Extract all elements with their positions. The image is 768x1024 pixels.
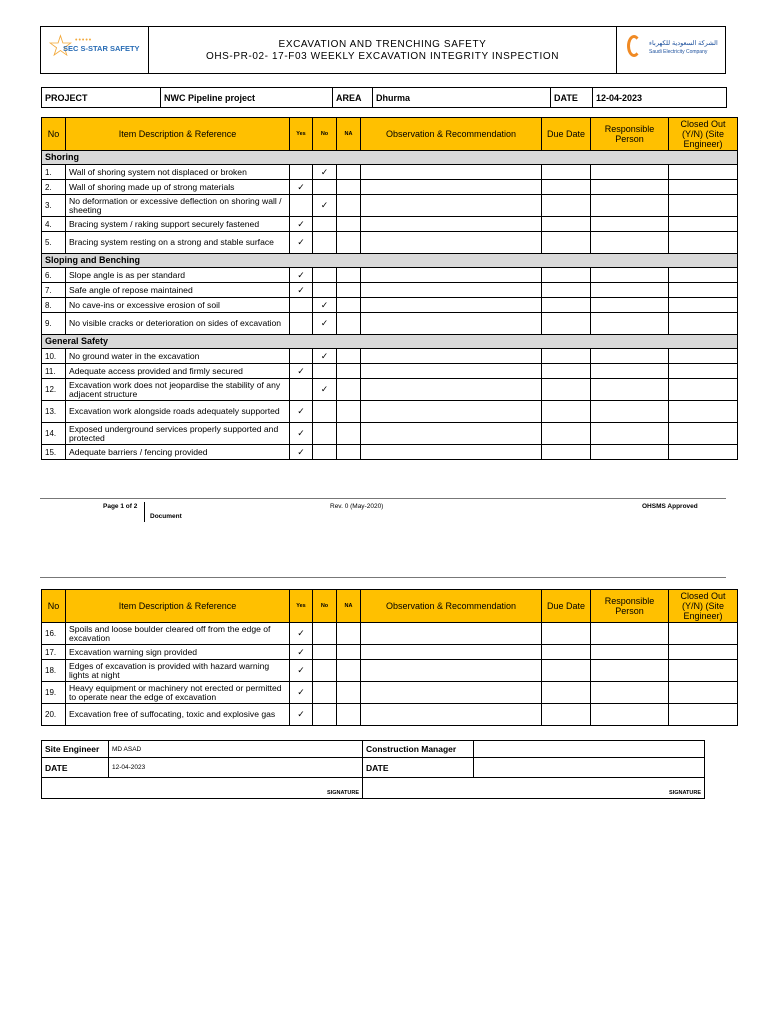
item-description: No visible cracks or deterioration on sides of excavation	[66, 313, 290, 335]
checklist-row	[42, 195, 738, 217]
document-title	[148, 39, 617, 63]
observation-cell	[361, 313, 542, 335]
responsible-cell	[591, 313, 669, 335]
observation-cell	[361, 423, 542, 445]
star-safety-logo	[47, 30, 140, 66]
responsible-cell	[591, 623, 669, 645]
na-cell	[337, 283, 361, 298]
observation-cell	[361, 445, 542, 460]
item-number: 9.	[42, 313, 66, 335]
na-cell	[337, 268, 361, 283]
due-date-cell	[542, 217, 591, 232]
signoff-date-value: 12-04-2023	[109, 758, 363, 778]
checklist-row	[42, 180, 738, 195]
sec-logo	[627, 33, 717, 67]
item-number: 6.	[42, 268, 66, 283]
checklist-row	[42, 232, 738, 254]
yes-cell	[290, 379, 313, 401]
no-cell: ✓	[313, 349, 337, 364]
item-description: Safe angle of repose maintained	[66, 283, 290, 298]
due-date-cell	[542, 364, 591, 379]
footer-rev: Rev. 0 (May-2020)	[330, 503, 384, 510]
closed-out-cell	[669, 298, 738, 313]
item-description: No deformation or excessive deflection on shoring wall / sheeting	[66, 195, 290, 217]
sec-mark-icon	[627, 35, 641, 57]
document-header	[40, 26, 726, 74]
responsible-cell	[591, 401, 669, 423]
item-description: Adequate access provided and firmly secured	[66, 364, 290, 379]
closed-out-cell	[669, 283, 738, 298]
closed-out-cell	[669, 401, 738, 423]
col-observation: Observation & Recommendation	[361, 590, 542, 623]
no-cell: ✓	[313, 195, 337, 217]
item-number: 12.	[42, 379, 66, 401]
section-row	[42, 151, 738, 165]
footer-approved: OHSMS Approved	[642, 503, 698, 510]
no-cell	[313, 623, 337, 645]
item-description: Wall of shoring made up of strong materials	[66, 180, 290, 195]
section-row	[42, 335, 738, 349]
item-description: Bracing system resting on a strong and stable surface	[66, 232, 290, 254]
item-number: 7.	[42, 283, 66, 298]
closed-out-cell	[669, 313, 738, 335]
no-cell: ✓	[313, 298, 337, 313]
table-header-row	[42, 590, 738, 623]
item-number: 17.	[42, 645, 66, 660]
observation-cell	[361, 180, 542, 195]
date-value: 12-04-2023	[593, 88, 727, 108]
responsible-cell	[591, 379, 669, 401]
no-cell	[313, 445, 337, 460]
closed-out-cell	[669, 704, 738, 726]
due-date-cell	[542, 704, 591, 726]
due-date-cell	[542, 423, 591, 445]
item-number: 13.	[42, 401, 66, 423]
closed-out-cell	[669, 217, 738, 232]
responsible-cell	[591, 423, 669, 445]
yes-cell: ✓	[290, 283, 313, 298]
col-closed-out: Closed Out (Y/N) (Site Engineer)	[669, 590, 738, 623]
checklist-row	[42, 379, 738, 401]
na-cell	[337, 313, 361, 335]
no-cell: ✓	[313, 313, 337, 335]
closed-out-cell	[669, 660, 738, 682]
observation-cell	[361, 645, 542, 660]
observation-cell	[361, 682, 542, 704]
closed-out-cell	[669, 682, 738, 704]
na-cell	[337, 349, 361, 364]
na-cell	[337, 445, 361, 460]
logo-right-arabic: الشركة السعودية للكهرباء	[649, 40, 718, 47]
checklist-row	[42, 682, 738, 704]
yes-cell: ✓	[290, 445, 313, 460]
checklist-row	[42, 364, 738, 379]
item-description: Spoils and loose boulder cleared off from the edge of excavation	[66, 623, 290, 645]
logo-right-english: Saudi Electricity Company	[649, 49, 708, 55]
closed-out-cell	[669, 349, 738, 364]
item-description: Heavy equipment or machinery not erected or permitted to operate near the edge of excavation	[66, 682, 290, 704]
closed-out-cell	[669, 645, 738, 660]
observation-cell	[361, 704, 542, 726]
table-header-row	[42, 118, 738, 151]
na-cell	[337, 217, 361, 232]
footer-page: Page 1 of 2	[103, 503, 138, 510]
item-description: Excavation work does not jeopardise the stability of any adjacent structure	[66, 379, 290, 401]
project-label: PROJECT	[42, 88, 161, 108]
item-description: Excavation free of suffocating, toxic and explosive gas	[66, 704, 290, 726]
col-na: NA	[337, 590, 361, 623]
no-cell	[313, 180, 337, 195]
yes-cell: ✓	[290, 232, 313, 254]
item-description: No cave-ins or excessive erosion of soil	[66, 298, 290, 313]
no-cell	[313, 364, 337, 379]
observation-cell	[361, 623, 542, 645]
due-date-cell	[542, 623, 591, 645]
checklist-row	[42, 423, 738, 445]
checklist-row	[42, 268, 738, 283]
no-cell: ✓	[313, 165, 337, 180]
logo-dots-icon: •••••	[75, 37, 93, 44]
observation-cell	[361, 165, 542, 180]
signoff-date-label: DATE	[42, 758, 109, 778]
responsible-cell	[591, 283, 669, 298]
item-number: 1.	[42, 165, 66, 180]
no-cell	[313, 217, 337, 232]
due-date-cell	[542, 660, 591, 682]
na-cell	[337, 364, 361, 379]
construction-manager-label: Construction Manager	[363, 741, 474, 758]
area-value: Dhurma	[373, 88, 551, 108]
no-cell	[313, 401, 337, 423]
yes-cell: ✓	[290, 704, 313, 726]
item-number: 8.	[42, 298, 66, 313]
na-cell	[337, 379, 361, 401]
checklist-row	[42, 704, 738, 726]
na-cell	[337, 682, 361, 704]
observation-cell	[361, 268, 542, 283]
footer-divider	[144, 502, 145, 522]
col-item: Item Description & Reference	[66, 590, 290, 623]
yes-cell	[290, 165, 313, 180]
checklist-row	[42, 283, 738, 298]
item-number: 19.	[42, 682, 66, 704]
due-date-cell	[542, 283, 591, 298]
checklist-row	[42, 445, 738, 460]
section-general: General Safety	[42, 335, 738, 349]
due-date-cell	[542, 232, 591, 254]
checklist-row	[42, 645, 738, 660]
observation-cell	[361, 660, 542, 682]
due-date-cell	[542, 180, 591, 195]
col-due-date: Due Date	[542, 118, 591, 151]
na-cell	[337, 298, 361, 313]
due-date-cell	[542, 445, 591, 460]
closed-out-cell	[669, 268, 738, 283]
col-responsible: Responsible Person	[591, 590, 669, 623]
item-number: 2.	[42, 180, 66, 195]
observation-cell	[361, 379, 542, 401]
footer-line	[40, 498, 726, 499]
item-number: 16.	[42, 623, 66, 645]
item-description: Wall of shoring system not displaced or broken	[66, 165, 290, 180]
logo-cell-left	[41, 27, 149, 73]
responsible-cell	[591, 195, 669, 217]
yes-cell: ✓	[290, 268, 313, 283]
area-label: AREA	[333, 88, 373, 108]
item-description: Edges of excavation is provided with hazard warning lights at night	[66, 660, 290, 682]
yes-cell: ✓	[290, 364, 313, 379]
col-no: No	[42, 118, 66, 151]
due-date-cell	[542, 268, 591, 283]
observation-cell	[361, 349, 542, 364]
due-date-cell	[542, 165, 591, 180]
section-sloping: Sloping and Benching	[42, 254, 738, 268]
due-date-cell	[542, 349, 591, 364]
na-cell	[337, 195, 361, 217]
responsible-cell	[591, 298, 669, 313]
yes-cell: ✓	[290, 660, 313, 682]
no-cell	[313, 268, 337, 283]
responsible-cell	[591, 232, 669, 254]
title-line-2: OHS-PR-02- 17-F03 WEEKLY EXCAVATION INTEGRITY INSPECTION	[205, 51, 560, 62]
signoff-date-value-2	[474, 758, 705, 778]
col-responsible: Responsible Person	[591, 118, 669, 151]
yes-cell: ✓	[290, 401, 313, 423]
observation-cell	[361, 298, 542, 313]
item-description: Excavation work alongside roads adequately supported	[66, 401, 290, 423]
observation-cell	[361, 283, 542, 298]
responsible-cell	[591, 660, 669, 682]
checklist-row	[42, 660, 738, 682]
col-observation: Observation & Recommendation	[361, 118, 542, 151]
due-date-cell	[542, 379, 591, 401]
responsible-cell	[591, 349, 669, 364]
date-label: DATE	[551, 88, 593, 108]
na-cell	[337, 660, 361, 682]
item-description: Slope angle is as per standard	[66, 268, 290, 283]
col-no: No	[42, 590, 66, 623]
col-item: Item Description & Reference	[66, 118, 290, 151]
star-icon: ☆	[47, 30, 74, 63]
yes-cell: ✓	[290, 180, 313, 195]
item-description: Adequate barriers / fencing provided	[66, 445, 290, 460]
na-cell	[337, 423, 361, 445]
closed-out-cell	[669, 623, 738, 645]
col-na: NA	[337, 118, 361, 151]
item-number: 15.	[42, 445, 66, 460]
due-date-cell	[542, 682, 591, 704]
na-cell	[337, 165, 361, 180]
item-number: 18.	[42, 660, 66, 682]
na-cell	[337, 623, 361, 645]
closed-out-cell	[669, 195, 738, 217]
item-number: 11.	[42, 364, 66, 379]
col-no-answer: No	[313, 590, 337, 623]
yes-cell	[290, 195, 313, 217]
col-due-date: Due Date	[542, 590, 591, 623]
no-cell	[313, 423, 337, 445]
item-number: 10.	[42, 349, 66, 364]
yes-cell	[290, 349, 313, 364]
yes-cell	[290, 298, 313, 313]
project-value: NWC Pipeline project	[161, 88, 333, 108]
checklist-table-page-2	[41, 589, 738, 726]
footer-document: Document	[150, 513, 182, 520]
signoff-table	[41, 740, 705, 799]
item-description: Exposed underground services properly supported and protected	[66, 423, 290, 445]
yes-cell: ✓	[290, 423, 313, 445]
section-shoring: Shoring	[42, 151, 738, 165]
responsible-cell	[591, 165, 669, 180]
responsible-cell	[591, 268, 669, 283]
checklist-table-page-1	[41, 117, 738, 460]
due-date-cell	[542, 298, 591, 313]
na-cell	[337, 401, 361, 423]
no-cell	[313, 660, 337, 682]
responsible-cell	[591, 217, 669, 232]
checklist-row	[42, 401, 738, 423]
closed-out-cell	[669, 364, 738, 379]
item-description: Bracing system / raking support securely fastened	[66, 217, 290, 232]
col-yes: Yes	[290, 590, 313, 623]
checklist-row	[42, 313, 738, 335]
site-engineer-label: Site Engineer	[42, 741, 109, 758]
na-cell	[337, 180, 361, 195]
due-date-cell	[542, 401, 591, 423]
col-yes: Yes	[290, 118, 313, 151]
responsible-cell	[591, 704, 669, 726]
closed-out-cell	[669, 445, 738, 460]
na-cell	[337, 232, 361, 254]
col-closed-out: Closed Out (Y/N) (Site Engineer)	[669, 118, 738, 151]
no-cell	[313, 283, 337, 298]
item-number: 5.	[42, 232, 66, 254]
due-date-cell	[542, 195, 591, 217]
closed-out-cell	[669, 180, 738, 195]
closed-out-cell	[669, 423, 738, 445]
observation-cell	[361, 401, 542, 423]
logo-left-text: SEC S-STAR SAFETY	[63, 44, 140, 53]
yes-cell: ✓	[290, 682, 313, 704]
yes-cell	[290, 313, 313, 335]
item-number: 3.	[42, 195, 66, 217]
item-description: Excavation warning sign provided	[66, 645, 290, 660]
no-cell	[313, 645, 337, 660]
col-no-answer: No	[313, 118, 337, 151]
na-cell	[337, 645, 361, 660]
signoff-date-label-2: DATE	[363, 758, 474, 778]
page-2-top-line	[40, 577, 726, 578]
item-number: 4.	[42, 217, 66, 232]
checklist-row	[42, 165, 738, 180]
checklist-row	[42, 298, 738, 313]
closed-out-cell	[669, 165, 738, 180]
responsible-cell	[591, 682, 669, 704]
checklist-row	[42, 623, 738, 645]
observation-cell	[361, 195, 542, 217]
logo-cell-right	[616, 27, 725, 73]
responsible-cell	[591, 180, 669, 195]
no-cell: ✓	[313, 379, 337, 401]
signature-cell-left: SIGNATURE	[42, 778, 363, 799]
yes-cell: ✓	[290, 217, 313, 232]
site-engineer-value: MD ASAD	[109, 741, 363, 758]
yes-cell: ✓	[290, 623, 313, 645]
closed-out-cell	[669, 379, 738, 401]
no-cell	[313, 232, 337, 254]
closed-out-cell	[669, 232, 738, 254]
responsible-cell	[591, 445, 669, 460]
yes-cell: ✓	[290, 645, 313, 660]
responsible-cell	[591, 364, 669, 379]
observation-cell	[361, 232, 542, 254]
item-number: 20.	[42, 704, 66, 726]
due-date-cell	[542, 645, 591, 660]
item-number: 14.	[42, 423, 66, 445]
no-cell	[313, 704, 337, 726]
observation-cell	[361, 217, 542, 232]
observation-cell	[361, 364, 542, 379]
na-cell	[337, 704, 361, 726]
construction-manager-value	[474, 741, 705, 758]
item-description: No ground water in the excavation	[66, 349, 290, 364]
responsible-cell	[591, 645, 669, 660]
project-info-row	[41, 87, 727, 108]
due-date-cell	[542, 313, 591, 335]
section-row	[42, 254, 738, 268]
title-line-1: EXCAVATION AND TRENCHING SAFETY	[278, 39, 487, 50]
signature-cell-right: SIGNATURE	[363, 778, 705, 799]
no-cell	[313, 682, 337, 704]
checklist-row	[42, 349, 738, 364]
checklist-row	[42, 217, 738, 232]
